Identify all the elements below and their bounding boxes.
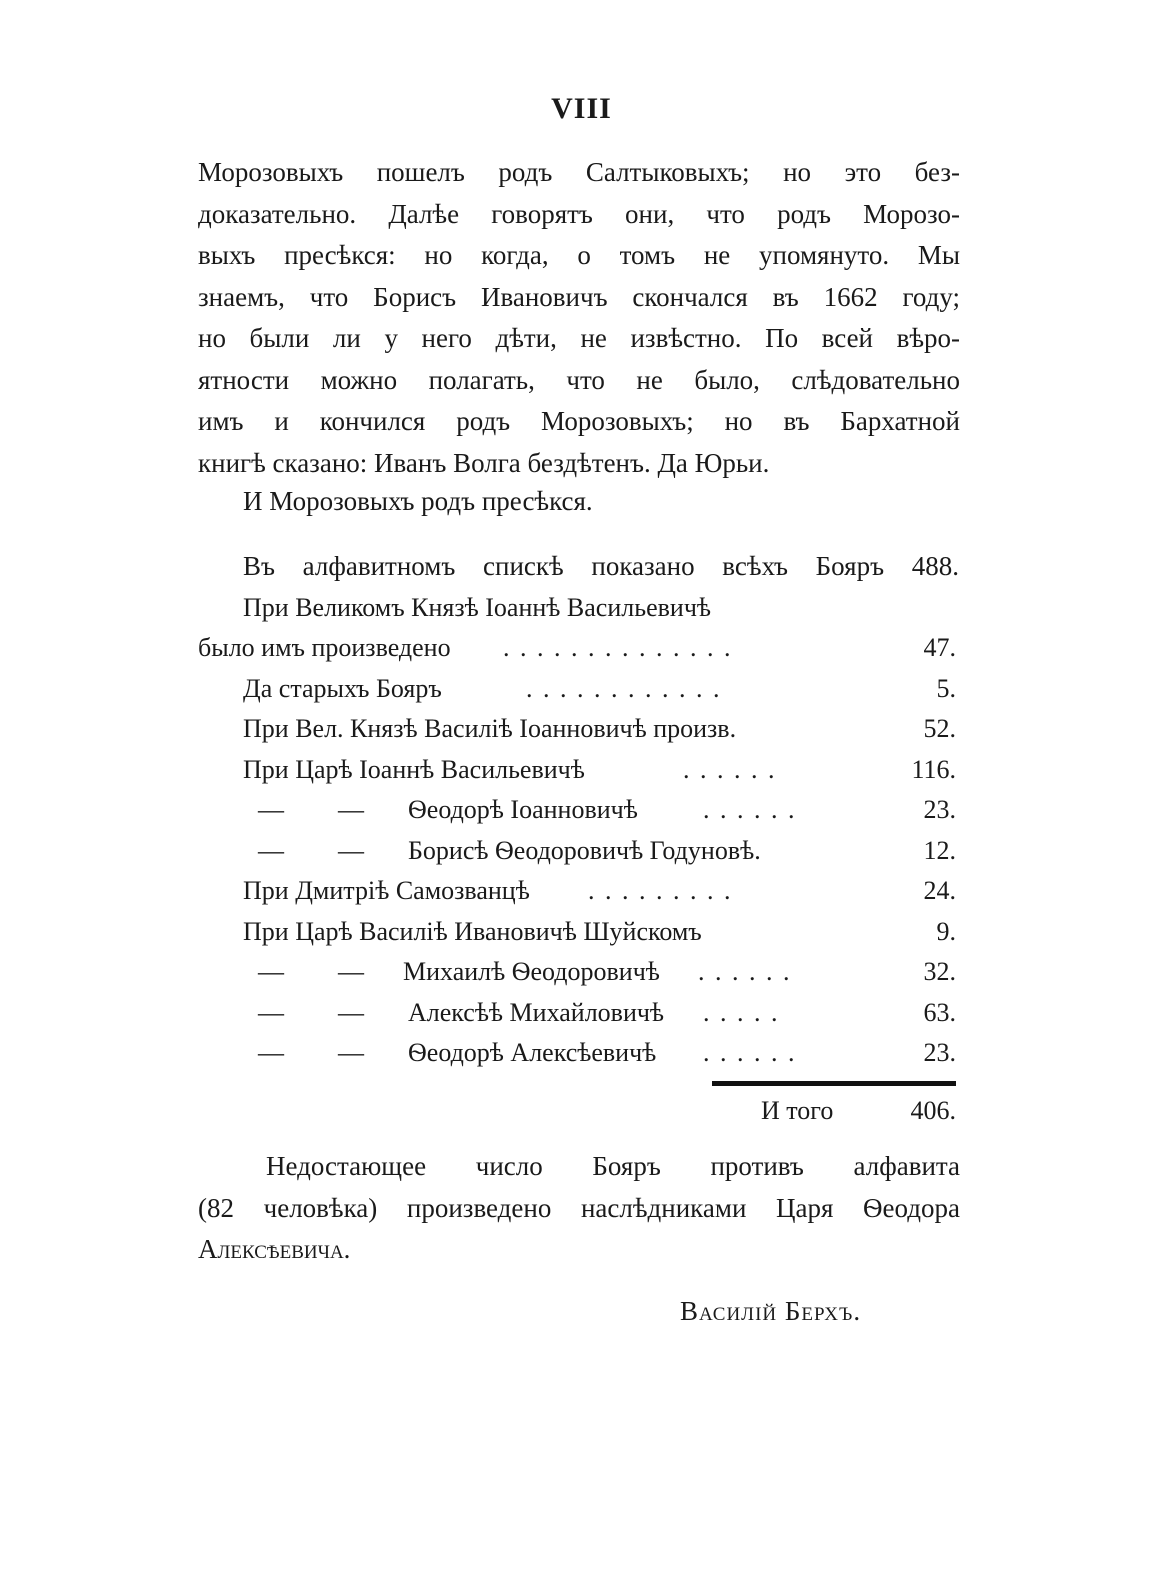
- row-value: 12.: [923, 836, 956, 865]
- row-label: Михаилѣ Ѳеодоровичѣ: [403, 957, 660, 986]
- table-row: [198, 633, 960, 673]
- page-number: VIII: [551, 92, 612, 125]
- table-row: [198, 795, 960, 835]
- dash: —: [338, 795, 364, 824]
- total-value: 406.: [910, 1096, 956, 1125]
- text-line: знаемъ, что Борисъ Ивановичъ скончался въ 1662 году;: [198, 281, 960, 312]
- dash: —: [258, 957, 284, 986]
- leader-dots: . . . . .: [703, 998, 780, 1027]
- row-label: Алексѣѣ Михайловичѣ: [408, 998, 665, 1027]
- total-row: [198, 1096, 960, 1136]
- table-row: [198, 957, 960, 997]
- row-label: При Царѣ Василіѣ Ивановичѣ Шуйскомъ: [243, 917, 702, 946]
- paragraph-2: И Морозовыхъ родъ пресѣкся.: [243, 486, 593, 516]
- table-row: [198, 674, 960, 714]
- total-label: И того: [761, 1096, 834, 1125]
- row-label: было имъ произведено: [198, 633, 451, 662]
- leader-dots: . . . . . .: [683, 755, 777, 784]
- leader-dots: . . . . . .: [703, 1038, 797, 1067]
- table-row: [198, 1038, 960, 1078]
- signature: Василій Берхъ.: [680, 1296, 862, 1326]
- dash: —: [338, 957, 364, 986]
- table-row: [198, 998, 960, 1038]
- row-value: 116.: [911, 755, 956, 784]
- table-row: [198, 876, 960, 916]
- row-label: Борисѣ Ѳеодоровичѣ Годуновѣ.: [408, 836, 761, 865]
- row-label: Ѳеодорѣ Іоанновичѣ: [408, 795, 638, 824]
- table-intro: Въ алфавитномъ спискѣ показано всѣхъ Бояръ 488.: [243, 551, 959, 581]
- leader-dots: . . . . . . . . . . . . . .: [503, 633, 733, 662]
- row-label: Ѳеодорѣ Алексѣевичѣ: [408, 1038, 657, 1067]
- table-row: [198, 917, 960, 957]
- table-row: [198, 836, 960, 876]
- text-line: имъ и кончился родъ Морозовыхъ; но въ Бархатной: [198, 406, 960, 436]
- text-line: Недостающее число Бояръ противъ алфавита: [266, 1151, 960, 1181]
- leader-dots: . . . . . . . . .: [588, 876, 733, 905]
- row-label: При Великомъ Князѣ Іоаннѣ Васильевичѣ: [243, 593, 712, 622]
- text-line: выхъ пресѣкся: но когда, о томъ не упомянуто. Мы: [198, 240, 960, 270]
- leader-dots: . . . . . . . . . . . .: [526, 674, 722, 703]
- table-row: [198, 593, 960, 633]
- dash: —: [258, 836, 284, 865]
- text-line: ятности можно полагать, что не было, слѣдовательно: [198, 364, 960, 395]
- paragraph-1: [198, 152, 960, 484]
- text-line: (82 человѣка) произведено наслѣдниками Царя Ѳеодора: [198, 1192, 960, 1223]
- leader-dots: . . . . . .: [703, 795, 797, 824]
- leader-dots: . . . . . .: [698, 957, 792, 986]
- row-value: 32.: [923, 957, 956, 986]
- paragraph-3: [198, 1146, 960, 1271]
- dash: —: [338, 836, 364, 865]
- text-line: Морозовыхъ пошелъ родъ Салтыковыхъ; но это без-: [198, 157, 960, 187]
- row-value: 47.: [923, 633, 956, 662]
- text-line: но были ли у него дѣти, не извѣстно. По всей вѣро-: [198, 323, 960, 353]
- row-value: 24.: [923, 876, 956, 905]
- row-label: Да старыхъ Бояръ: [243, 674, 442, 703]
- row-value: 52.: [923, 714, 956, 743]
- row-value: 23.: [923, 795, 956, 824]
- table-row: [198, 714, 960, 754]
- row-label: При Дмитріѣ Самозванцѣ: [243, 876, 530, 905]
- table-row: [198, 755, 960, 795]
- row-label: При Вел. Князѣ Василіѣ Іоанновичѣ произв.: [243, 714, 737, 743]
- row-value: 5.: [936, 674, 956, 703]
- dash: —: [258, 795, 284, 824]
- row-value: 63.: [923, 998, 956, 1027]
- row-value: 23.: [923, 1038, 956, 1067]
- dash: —: [338, 1038, 364, 1067]
- row-label: При Царѣ Іоаннѣ Васильевичѣ: [243, 755, 585, 784]
- text-line: Алексѣевича.: [198, 1234, 351, 1264]
- text-line: доказательно. Далѣе говорятъ они, что родъ Морозо-: [198, 198, 960, 229]
- dash: —: [258, 1038, 284, 1067]
- row-value: 9.: [936, 917, 956, 946]
- text-line: книгѣ сказано: Иванъ Волга бездѣтенъ. Да Юрьи.: [198, 447, 770, 478]
- dash: —: [338, 998, 364, 1027]
- dash: —: [258, 998, 284, 1027]
- total-rule: [712, 1081, 956, 1086]
